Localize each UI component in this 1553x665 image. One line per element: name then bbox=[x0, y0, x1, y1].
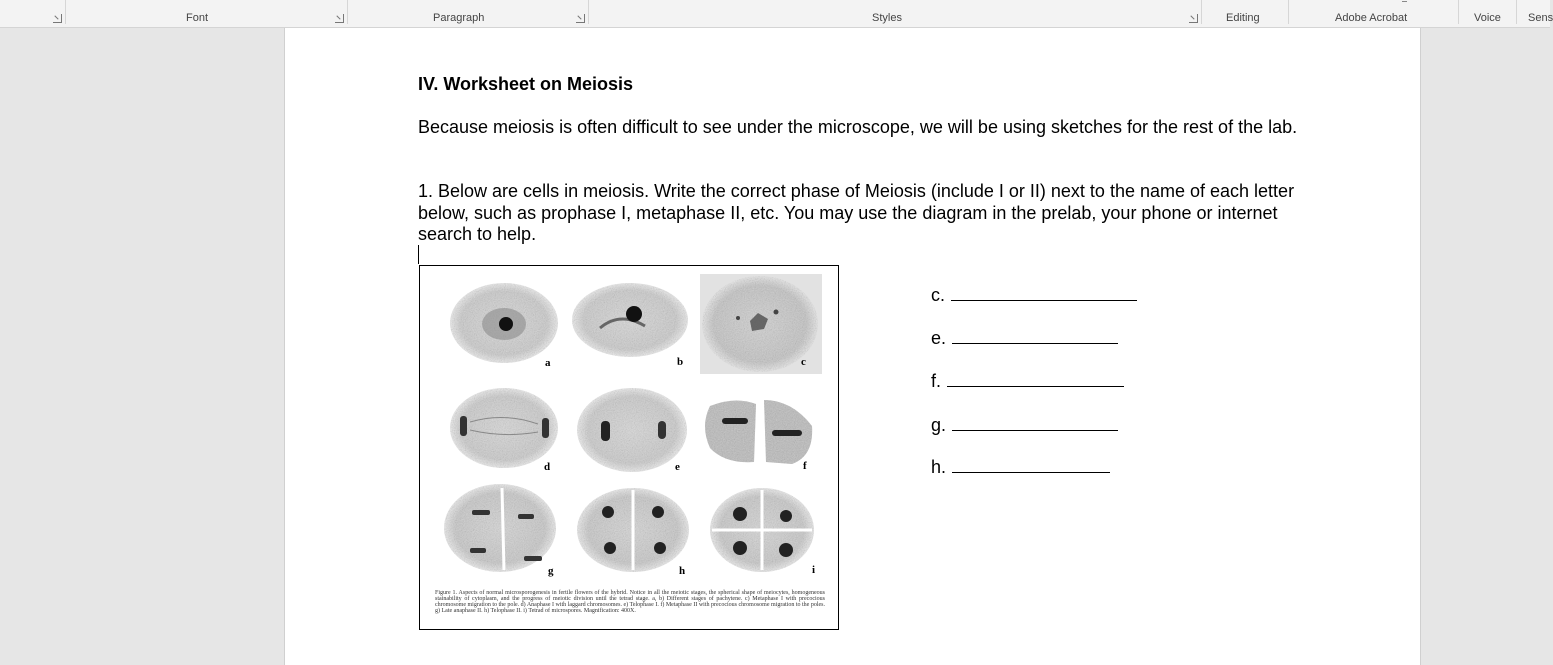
ribbon-separator bbox=[1516, 0, 1517, 24]
figure-label-b: b bbox=[677, 356, 684, 368]
ribbon-separator bbox=[65, 0, 66, 24]
ribbon-group-labels bbox=[0, 0, 1553, 28]
ribbon-overflow-mark bbox=[1402, 0, 1407, 2]
cell-g bbox=[444, 484, 556, 572]
figure-label-d: d bbox=[544, 461, 551, 473]
answer-blank[interactable] bbox=[951, 283, 1137, 301]
cell-f bbox=[705, 400, 812, 464]
figure-label-c: c bbox=[801, 356, 806, 368]
figure-label-i: i bbox=[812, 564, 816, 576]
figure-label-a: a bbox=[545, 357, 551, 369]
answer-label: e. bbox=[931, 328, 947, 348]
meiosis-figure-image[interactable] bbox=[419, 265, 839, 630]
answer-line-e[interactable] bbox=[931, 326, 1118, 349]
answer-line-f[interactable] bbox=[931, 369, 1124, 392]
answer-blank[interactable] bbox=[952, 326, 1118, 344]
ribbon-group-editing: Editing bbox=[1226, 12, 1260, 24]
answer-blank[interactable] bbox=[952, 413, 1118, 431]
ribbon-group-sensitivity: Sens bbox=[1528, 12, 1553, 24]
worksheet-title: IV. Worksheet on Meiosis bbox=[418, 74, 634, 94]
intro-paragraph: Because meiosis is often difficult to see under the microscope, we will be using sketches for the rest of the lab. bbox=[418, 117, 1298, 137]
answer-line-g[interactable] bbox=[931, 413, 1118, 436]
ribbon-separator bbox=[1458, 0, 1459, 24]
answer-label: c. bbox=[931, 285, 946, 305]
answer-label: h. bbox=[931, 457, 947, 477]
answer-blank[interactable] bbox=[947, 369, 1124, 387]
paragraph-dialog-launcher-icon[interactable] bbox=[576, 14, 585, 23]
cell-i bbox=[710, 488, 814, 572]
ribbon-separator bbox=[1288, 0, 1289, 24]
question-1-paragraph: 1. Below are cells in meiosis. Write the correct phase of Meiosis (include I or II) next to the name of each letter below, such as prophase I, metaphase II, etc. You may use the diagram in the prelab, your phone or internet search to help. bbox=[418, 181, 1295, 244]
figure-label-f: f bbox=[803, 460, 807, 472]
cell-d bbox=[450, 388, 558, 468]
cell-e bbox=[577, 388, 687, 472]
answer-label: g. bbox=[931, 415, 947, 435]
answer-label: f. bbox=[931, 371, 942, 391]
cell-h bbox=[577, 488, 689, 572]
text-cursor bbox=[418, 245, 419, 264]
ribbon-separator bbox=[1201, 0, 1202, 24]
figure-label-g: g bbox=[548, 565, 554, 577]
answer-blank[interactable] bbox=[952, 455, 1110, 473]
document-page[interactable] bbox=[284, 28, 1421, 665]
answer-line-c[interactable] bbox=[931, 283, 1137, 306]
ribbon-separator bbox=[347, 0, 348, 24]
ribbon-group-voice: Voice bbox=[1474, 12, 1501, 24]
ribbon-group-font: Font bbox=[186, 12, 209, 24]
figure-label-e: e bbox=[675, 461, 680, 473]
clipboard-dialog-launcher-icon[interactable] bbox=[53, 14, 62, 23]
ribbon-group-adobe-acrobat: Adobe Acrobat bbox=[1335, 12, 1408, 24]
cell-b bbox=[572, 283, 688, 357]
font-dialog-launcher-icon[interactable] bbox=[335, 14, 344, 23]
cell-a bbox=[450, 283, 558, 363]
figure-caption: Figure 1. Aspects of normal microsporogenesis in fertile flowers of the hybrid. Notice in all the meiotic stages, the spherical shape of meiocytes, homogeneous stainability of cytoplasm, and the progress of meiotic division until the tetrad stage. a, b) Different stages of pachytene. c) Metaphase I with precocious chromosome migration to the pole. d) Anaphase I with laggard chromosomes. e) Telophase I. f) Metaphase II with precocious chromosome migration to the poles. g) Late anaphase II. h) Telophase II. i) Tetrad of microspores. Magnification: 400X. bbox=[435, 590, 825, 614]
meiosis-cells-drawing bbox=[420, 266, 840, 586]
figure-label-h: h bbox=[679, 565, 686, 577]
styles-dialog-launcher-icon[interactable] bbox=[1189, 14, 1198, 23]
ribbon-group-paragraph: Paragraph bbox=[433, 12, 485, 24]
ribbon-group-styles: Styles bbox=[872, 12, 902, 24]
ribbon-separator bbox=[588, 0, 589, 24]
answer-line-h[interactable] bbox=[931, 455, 1110, 478]
